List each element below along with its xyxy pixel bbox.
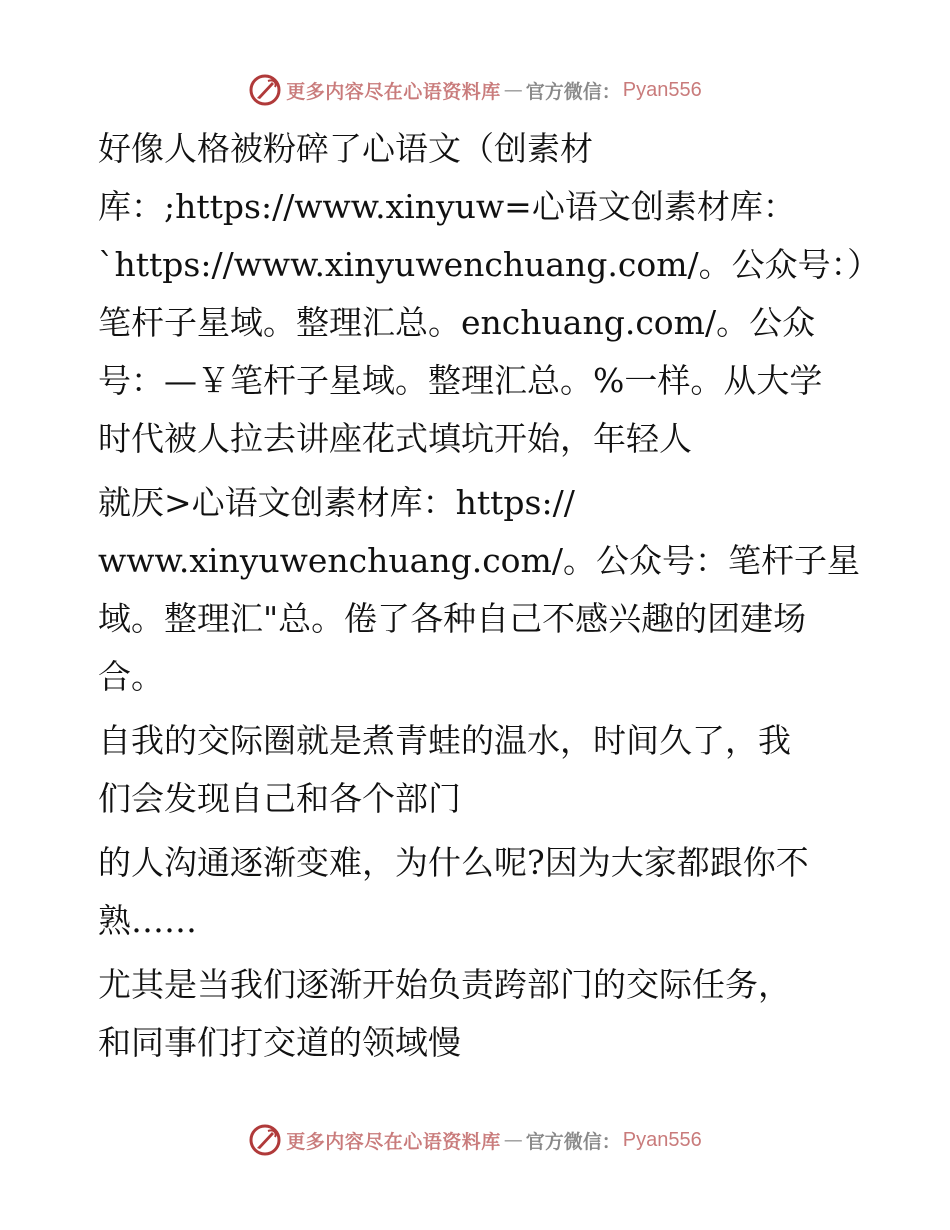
watermark-wechat-id: Pyan556 — [622, 1128, 702, 1151]
watermark-text: 更多内容尽在心语资料库 — [286, 80, 501, 103]
text-line: 库：;https://www.xinyuw=心语文创素材库： — [98, 187, 796, 226]
quill-logo-icon — [248, 73, 282, 107]
watermark-banner-top — [0, 70, 950, 110]
text-line: 域。整理汇"总。倦了各种自己不感兴趣的团建场 — [98, 599, 807, 638]
watermark-wechat-label: 官方微信： — [525, 1130, 621, 1153]
document-body — [98, 120, 881, 1078]
text-line: 尤其是当我们逐渐开始负责跨部门的交际任务， — [98, 965, 791, 1004]
text-line: 好像人格被粉碎了心语文（创素材 — [98, 129, 593, 168]
paragraph-5 — [98, 956, 858, 1072]
text-line: 熟…… — [98, 901, 197, 940]
watermark-wechat-label: 官方微信： — [525, 80, 621, 103]
paragraph-1 — [98, 120, 881, 468]
text-line: www.xinyuwenchuang.com/。公众号：笔杆子星 — [98, 541, 860, 580]
paragraph-4 — [98, 834, 858, 950]
watermark-dash: — — [503, 79, 523, 101]
watermark-text: 更多内容尽在心语资料库 — [286, 1130, 501, 1153]
watermark-banner-bottom — [0, 1120, 950, 1160]
text-line: 号：—￥笔杆子星域。整理汇总。%一样。从大学 — [98, 361, 823, 400]
watermark-wechat-id: Pyan556 — [622, 78, 702, 101]
watermark-dash: — — [503, 1129, 523, 1151]
text-line: 自我的交际圈就是煮青蛙的温水，时间久了，我 — [98, 721, 791, 760]
text-line: 的人沟通逐渐变难，为什么呢?因为大家都跟你不 — [98, 843, 809, 882]
quill-logo-icon — [248, 1123, 282, 1157]
text-line: 笔杆子星域。整理汇总。enchuang.com/。公众 — [98, 303, 816, 342]
text-line: `https://www.xinyuwenchuang.com/。公众号：） — [98, 245, 881, 284]
paragraph-3 — [98, 712, 858, 828]
text-line: 时代被人拉去讲座花式填坑开始，年轻人 — [98, 419, 692, 458]
text-line: 和同事们打交道的领域慢 — [98, 1023, 461, 1062]
paragraph-2 — [98, 474, 858, 706]
text-line: 们会发现自己和各个部门 — [98, 779, 461, 818]
text-line: 合。 — [98, 657, 164, 696]
text-line: 就厌>心语文创素材库：https:// — [98, 483, 575, 522]
